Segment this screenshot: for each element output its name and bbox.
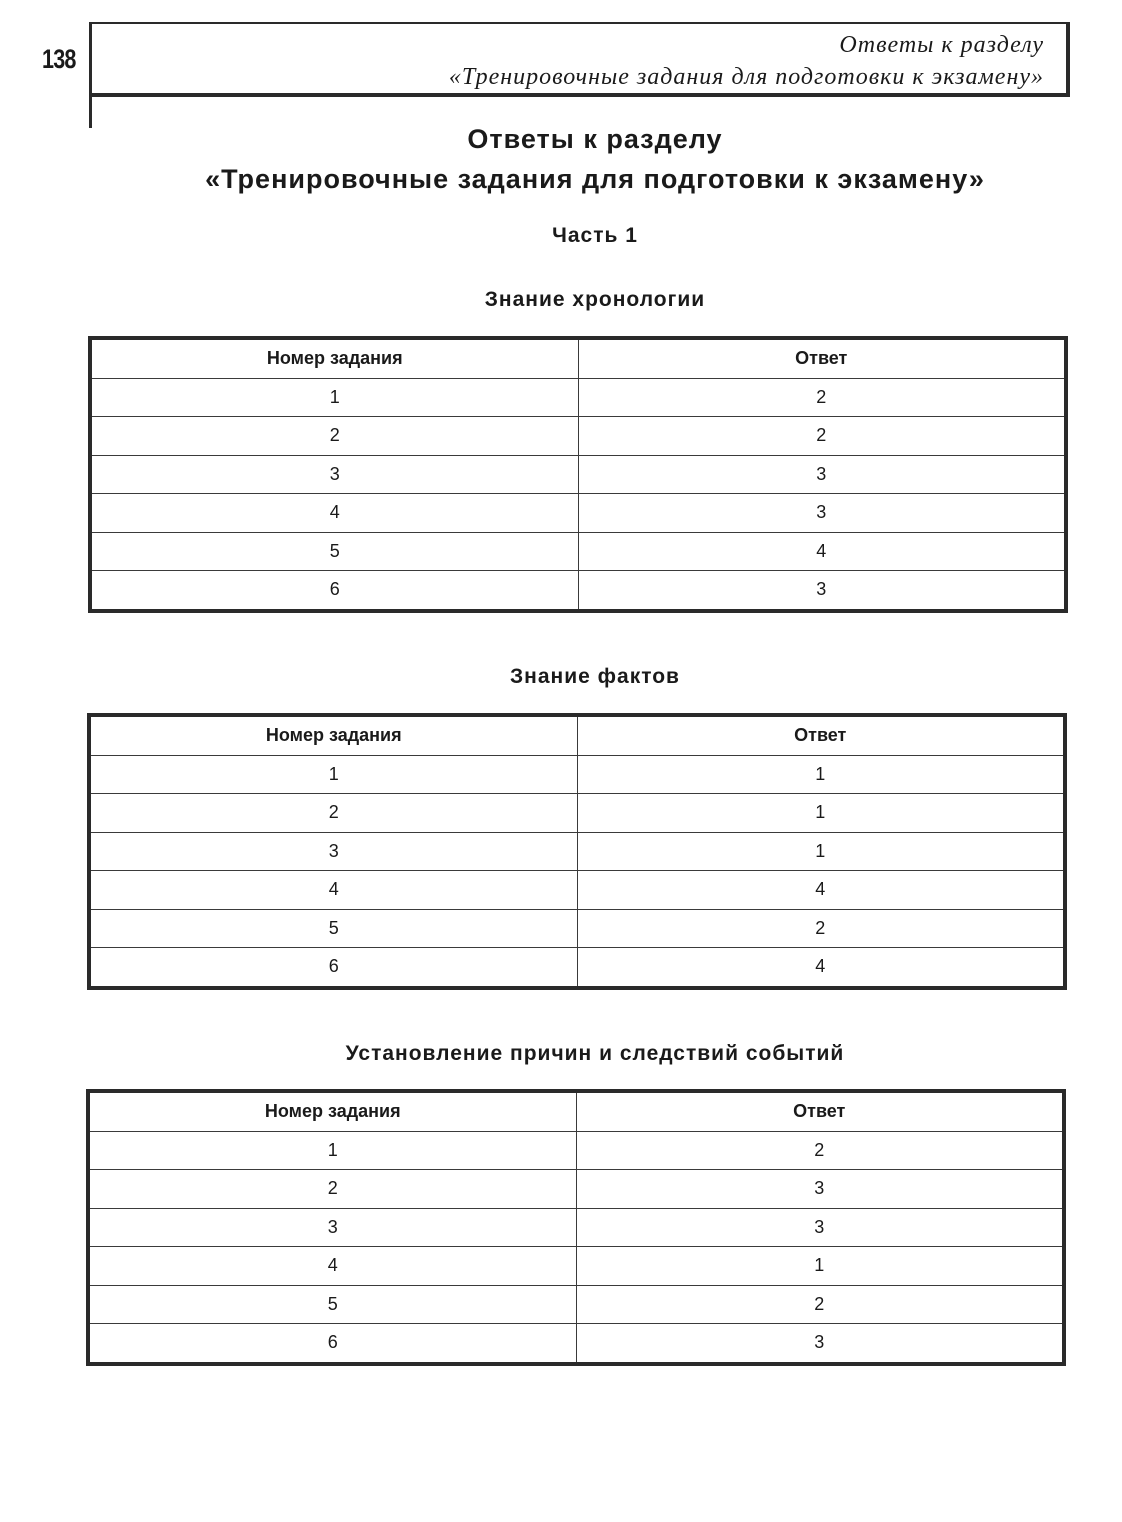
table-row	[90, 378, 1066, 417]
table-row	[88, 1324, 1064, 1364]
table-row	[88, 1247, 1064, 1286]
page-title-line-2: «Тренировочные задания для подготовки к экзамену»	[205, 164, 985, 194]
part-heading: Часть 1	[552, 224, 638, 247]
answer-value: 3	[578, 494, 1066, 533]
table-row	[89, 755, 1065, 794]
column-header-answer: Ответ	[576, 1091, 1064, 1131]
table-row	[89, 871, 1065, 910]
task-number: 3	[89, 832, 577, 871]
table-row	[88, 1285, 1064, 1324]
answer-value: 1	[576, 1247, 1064, 1286]
table-row	[90, 455, 1066, 494]
section-title: Знание хронологии	[484, 288, 706, 311]
answer-value: 4	[577, 948, 1065, 988]
answer-value: 3	[576, 1170, 1064, 1209]
task-number: 5	[89, 909, 577, 948]
task-number: 5	[88, 1285, 576, 1324]
answer-value: 2	[576, 1131, 1064, 1170]
table-row	[89, 909, 1065, 948]
answer-value: 2	[577, 909, 1065, 948]
answers-table-causes	[86, 1089, 1066, 1366]
column-header-task: Номер задания	[89, 715, 577, 755]
table-row	[88, 1131, 1064, 1170]
task-number: 6	[90, 571, 578, 611]
running-head-line-2: «Тренировочные задания для подготовки к экзамену»	[448, 64, 1044, 90]
answer-value: 2	[576, 1285, 1064, 1324]
table-row	[89, 832, 1065, 871]
task-number: 3	[88, 1208, 576, 1247]
answer-value: 1	[577, 755, 1065, 794]
answer-value: 4	[578, 532, 1066, 571]
column-header-task: Номер задания	[88, 1091, 576, 1131]
task-number: 4	[89, 871, 577, 910]
column-header-answer: Ответ	[577, 715, 1065, 755]
answer-value: 3	[578, 571, 1066, 611]
section-title: Установление причин и следствий событий	[345, 1042, 845, 1065]
task-number: 6	[89, 948, 577, 988]
task-number: 2	[88, 1170, 576, 1209]
answer-value: 2	[578, 417, 1066, 456]
page-title-line-1: Ответы к разделу	[467, 124, 723, 154]
table-row	[90, 417, 1066, 456]
table-row	[89, 794, 1065, 833]
task-number: 4	[90, 494, 578, 533]
task-number: 1	[88, 1131, 576, 1170]
answer-value: 1	[577, 832, 1065, 871]
table-header-row	[88, 1091, 1064, 1131]
task-number: 6	[88, 1324, 576, 1364]
task-number: 1	[89, 755, 577, 794]
task-number: 2	[89, 794, 577, 833]
column-header-task: Номер задания	[90, 338, 578, 378]
answer-value: 2	[578, 378, 1066, 417]
running-head	[89, 22, 1070, 97]
running-head-line-1: Ответы к разделу	[839, 32, 1044, 58]
task-number: 1	[90, 378, 578, 417]
table-header-row	[90, 338, 1066, 378]
task-number: 3	[90, 455, 578, 494]
table-header-row	[89, 715, 1065, 755]
task-number: 4	[88, 1247, 576, 1286]
table-row	[88, 1170, 1064, 1209]
answer-value: 1	[577, 794, 1065, 833]
answer-value: 3	[576, 1324, 1064, 1364]
answer-value: 3	[578, 455, 1066, 494]
table-row	[89, 948, 1065, 988]
column-header-answer: Ответ	[578, 338, 1066, 378]
table-row	[90, 494, 1066, 533]
answer-value: 4	[577, 871, 1065, 910]
table-row	[88, 1208, 1064, 1247]
task-number: 5	[90, 532, 578, 571]
answers-table-facts	[87, 713, 1067, 990]
table-row	[90, 571, 1066, 611]
page-number: 138	[42, 44, 76, 74]
answers-table-chronology	[88, 336, 1068, 613]
table-row	[90, 532, 1066, 571]
task-number: 2	[90, 417, 578, 456]
answer-value: 3	[576, 1208, 1064, 1247]
section-title: Знание фактов	[510, 665, 680, 688]
